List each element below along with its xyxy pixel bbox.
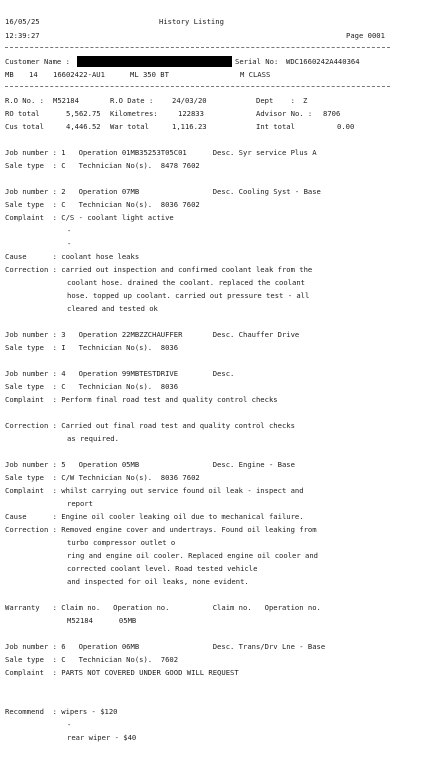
war-total: 1,116.23 xyxy=(172,122,207,131)
recommend: Recommend : wipers - $120 xyxy=(5,707,118,716)
job-2-complaint-line: - xyxy=(67,226,72,235)
separator xyxy=(5,47,390,48)
int-total-label: Int total xyxy=(256,122,295,131)
recommend-line: rear wiper - $40 xyxy=(67,733,137,742)
job-2-complaint: Complaint : C/S - coolant light active xyxy=(5,213,174,222)
job-5-complaint: Complaint : whilst carrying out service found oil leak - inspect and xyxy=(5,486,304,495)
job-2-sale-type: Sale type : C Technician No(s). 8036 7602 xyxy=(5,200,200,209)
ro-no-label: R.O No. : xyxy=(5,96,44,105)
job-5-warranty: Warranty : Claim no. Operation no. Claim no. Operation no. xyxy=(5,603,321,612)
job-2-correction-line: hose. topped up coolant. carried out pressure test - all xyxy=(67,291,310,300)
job-4-header: Job number : 4 Operation 99MBTESTDRIVE Desc. xyxy=(5,369,235,378)
job-4-sale-type: Sale type : C Technician No(s). 8036 xyxy=(5,382,179,391)
job-4-complaint: Complaint : Perform final road test and quality control checks xyxy=(5,395,278,404)
job-2-complaint-line: - xyxy=(67,239,72,248)
job-5-cause: Cause : Engine oil cooler leaking oil due to mechanical failure. xyxy=(5,512,304,521)
int-total: 0.00 xyxy=(337,122,355,131)
job-4-correction-line: as required. xyxy=(67,434,119,443)
report-title: History Listing xyxy=(159,17,224,26)
ro-date-label: R.O Date : xyxy=(110,96,154,105)
job-5-correction-line: turbo compressor outlet o xyxy=(67,538,176,547)
war-total-label: War total xyxy=(110,122,149,131)
dept-value: Z xyxy=(303,96,308,105)
ro-total: 5,562.75 xyxy=(66,109,101,118)
cus-total: 4,446.52 xyxy=(66,122,101,131)
km-value: 122833 xyxy=(178,109,204,118)
job-3-header: Job number : 3 Operation 22MBZZCHAUFFER Desc. Chauffer Drive xyxy=(5,330,300,339)
separator xyxy=(5,86,390,87)
vehicle-chassis: 16602422-AU1 xyxy=(53,70,105,79)
page-number: Page 0001 xyxy=(346,31,385,40)
job-2-correction: Correction : carried out inspection and confirmed coolant leak from the xyxy=(5,265,313,274)
job-4-correction: Correction : Carried out final road test and quality control checks xyxy=(5,421,295,430)
job-5-correction-line: and inspected for oil leaks, none evident. xyxy=(67,577,249,586)
customer-name-label: Customer Name : xyxy=(5,57,70,66)
job-6-complaint: Complaint : PARTS NOT COVERED UNDER GOOD WILL REQUEST xyxy=(5,668,239,677)
km-label: Kilometres: xyxy=(110,109,158,118)
vehicle-make: MB xyxy=(5,70,14,79)
advisor-label: Advisor No. : xyxy=(256,109,313,118)
job-5-warranty-claim: M52184 05MB xyxy=(67,616,137,625)
job-1-sale-type: Sale type : C Technician No(s). 8478 7602 xyxy=(5,161,200,170)
job-5-correction-line: corrected coolant level. Road tested vehicle xyxy=(67,564,258,573)
job-5-complaint-line: report xyxy=(67,499,93,508)
vehicle-model: ML 350 BT xyxy=(130,70,169,79)
job-2-header: Job number : 2 Operation 07MB Desc. Cooling Syst - Base xyxy=(5,187,321,196)
job-5-header: Job number : 5 Operation 05MB Desc. Engine - Base xyxy=(5,460,295,469)
recommend-line: - xyxy=(67,720,72,729)
job-1-header: Job number : 1 Operation 01MB35253T05C01 Desc. Syr service Plus A xyxy=(5,148,317,157)
job-2-correction-line: cleared and tested ok xyxy=(67,304,158,313)
report-time: 12:39:27 xyxy=(5,31,40,40)
vehicle-model-num: 14 xyxy=(29,70,38,79)
job-3-sale-type: Sale type : I Technician No(s). 8036 xyxy=(5,343,179,352)
dept-label: Dept : xyxy=(256,96,295,105)
serial-number: WDC1660242A440364 xyxy=(286,57,360,66)
cus-total-label: Cus total xyxy=(5,122,44,131)
serial-label: Serial No: xyxy=(235,57,279,66)
redacted-customer-name xyxy=(77,56,232,67)
job-5-correction-line: ring and engine oil cooler. Replaced engine oil cooler and xyxy=(67,551,318,560)
ro-total-label: RO total xyxy=(5,109,40,118)
advisor-number: 8706 xyxy=(323,109,341,118)
job-6-header: Job number : 6 Operation 06MB Desc. Trans/Drv Lne - Base xyxy=(5,642,326,651)
report-date: 16/05/25 xyxy=(5,17,40,26)
job-2-cause: Cause : coolant hose leaks xyxy=(5,252,140,261)
ro-date: 24/03/20 xyxy=(172,96,207,105)
vehicle-class: M CLASS xyxy=(240,70,271,79)
job-5-correction: Correction : Removed engine cover and undertrays. Found oil leaking from xyxy=(5,525,317,534)
job-6-sale-type: Sale type : C Technician No(s). 7602 xyxy=(5,655,179,664)
ro-no: M52184 xyxy=(53,96,79,105)
job-2-correction-line: coolant hose. drained the coolant. replaced the coolant xyxy=(67,278,305,287)
job-5-sale-type: Sale type : C/W Technician No(s). 8036 7602 xyxy=(5,473,200,482)
